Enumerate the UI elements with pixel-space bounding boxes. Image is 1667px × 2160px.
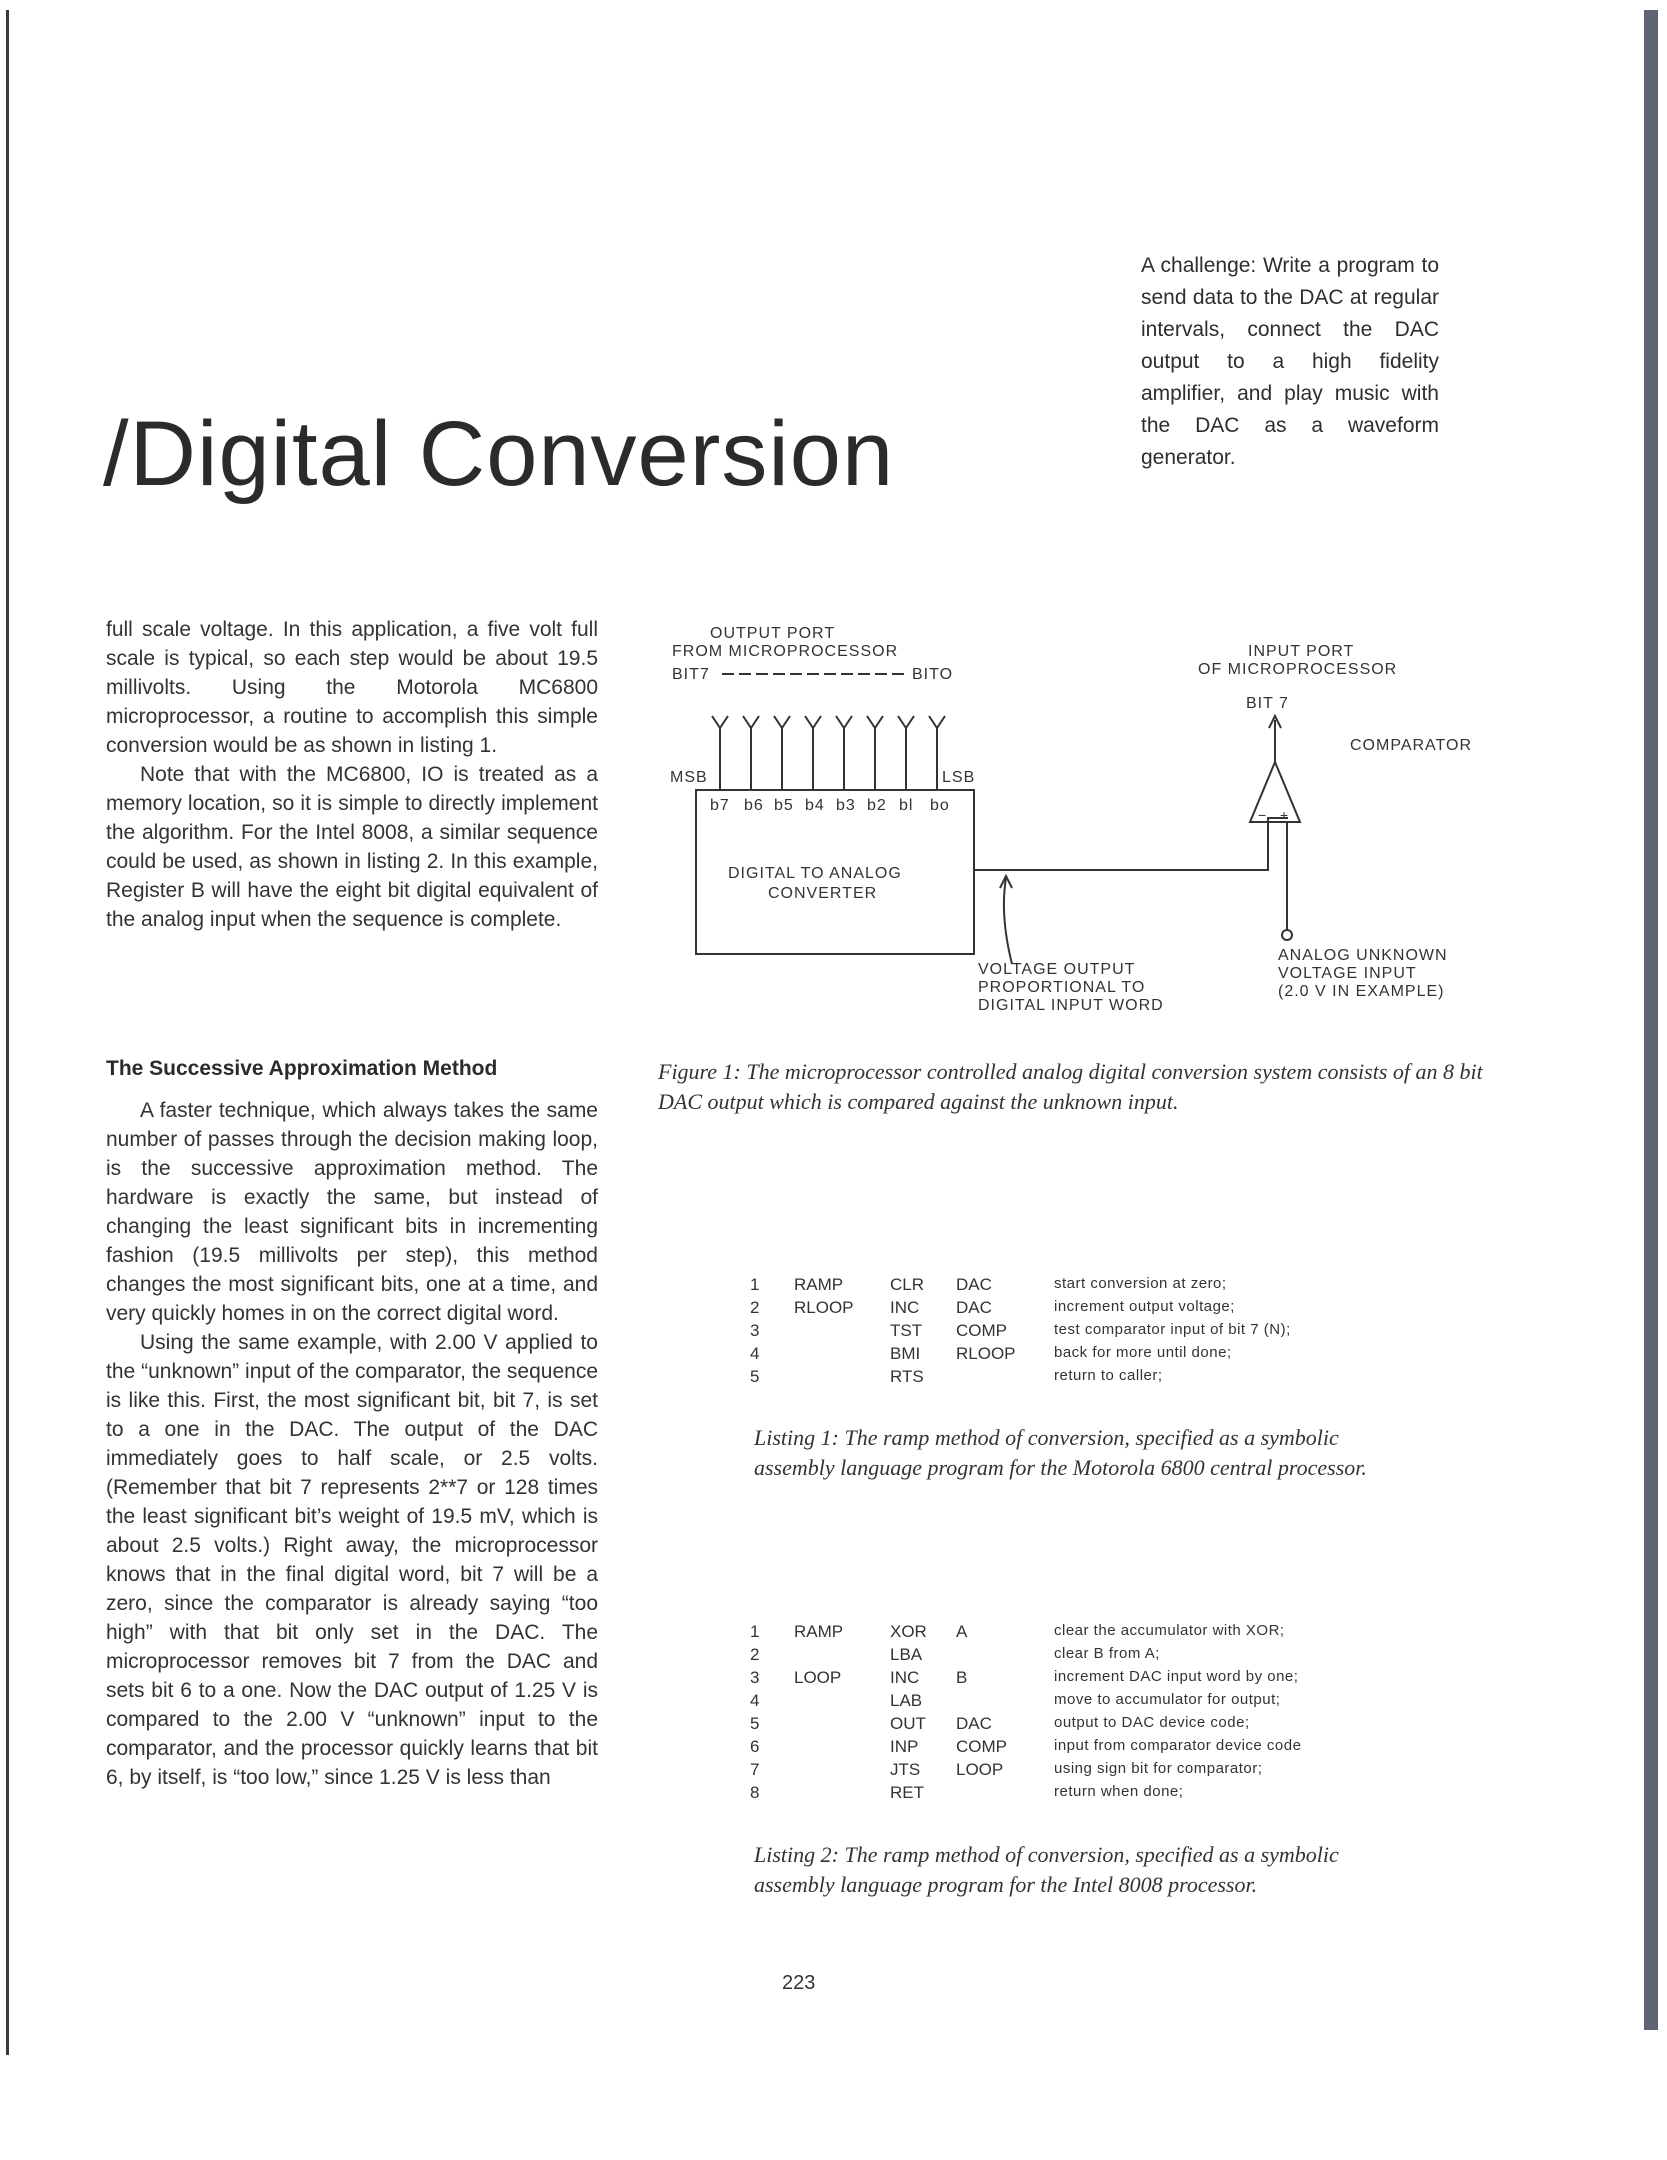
listing-1-caption: Listing 1: The ramp method of conversion, specified as a symbolic assembly language program for the Motorola 6800 central processor. <box>754 1425 1367 1480</box>
line-number: 3 <box>750 1668 760 1687</box>
table-row <box>750 1298 1291 1321</box>
analog-input-terminal <box>1282 930 1292 940</box>
code-comment: clear the accumulator with XOR; <box>1054 1622 1285 1639</box>
code-label <box>794 1737 890 1760</box>
figure-1-caption: Figure 1: The microprocessor controlled analog digital conversion system consists of an 8 bit DAC output which is compared against the unknown input. <box>658 1059 1483 1114</box>
code-label <box>794 1321 890 1344</box>
listing-2-caption: Listing 2: The ramp method of conversion, specified as a symbolic assembly language program for the Intel 8008 processor. <box>754 1842 1339 1897</box>
dac-label-line1: DIGITAL TO ANALOG <box>728 865 902 882</box>
opcode: INP <box>890 1737 919 1756</box>
line-number: 6 <box>750 1737 760 1756</box>
operand: COMP <box>956 1321 1007 1340</box>
code-comment: return when done; <box>1054 1783 1184 1800</box>
line-number: 1 <box>750 1275 760 1294</box>
line-number: 2 <box>750 1298 760 1317</box>
table-row <box>750 1691 1301 1714</box>
input-port-label-line1: INPUT PORT <box>1248 643 1355 660</box>
dac-label-line2: CONVERTER <box>768 885 878 902</box>
comparator-minus-sign: − <box>1258 807 1268 823</box>
code-label <box>794 1691 890 1714</box>
paragraph-intro: full scale voltage. In this application, a five volt full scale is typical, so each step would be about 19.5 millivolts. Using the Motorola MC6800 microprocessor, a routine to accomplish this simple conversion would be as shown in listing 1. <box>106 618 598 757</box>
code-label <box>794 1645 890 1668</box>
line-number: 4 <box>750 1344 760 1363</box>
table-row <box>750 1321 1291 1344</box>
voltage-output-pointer <box>1004 878 1012 964</box>
bit-input-lines <box>712 716 945 790</box>
operand: B <box>956 1668 968 1687</box>
table-row <box>750 1737 1301 1760</box>
operand: COMP <box>956 1737 1007 1756</box>
opcode: CLR <box>890 1275 925 1294</box>
operand: DAC <box>956 1275 992 1294</box>
bit-label-b0: bo <box>930 797 950 814</box>
listing-2-table <box>750 1622 1301 1806</box>
comparator-plus-sign: + <box>1280 807 1290 823</box>
analog-input-line2: VOLTAGE INPUT <box>1278 965 1417 982</box>
left-column-top <box>106 615 598 934</box>
bit-label-b3: b3 <box>836 797 856 814</box>
opcode: INC <box>890 1668 920 1687</box>
opcode: XOR <box>890 1622 927 1641</box>
opcode: INC <box>890 1298 920 1317</box>
sidebar-challenge: A challenge: Write a program to send data to the DAC at regular intervals, connect the DAC output to a high fidelity amplifier, and play music with the DAC as a waveform generator. <box>1141 254 1439 469</box>
operand <box>956 1783 1054 1806</box>
table-row <box>750 1344 1291 1367</box>
opcode: BMI <box>890 1344 921 1363</box>
figure-1-diagram <box>650 612 1510 1032</box>
code-comment: clear B from A; <box>1054 1645 1160 1662</box>
operand <box>956 1645 1054 1668</box>
table-row <box>750 1367 1291 1390</box>
bit-label-b5: b5 <box>774 797 794 814</box>
code-label: RAMP <box>794 1622 844 1641</box>
lsb-label: LSB <box>942 769 976 786</box>
line-number: 1 <box>750 1622 760 1641</box>
table-row <box>750 1645 1301 1668</box>
operand: DAC <box>956 1714 992 1733</box>
line-number: 7 <box>750 1760 760 1779</box>
voltage-output-line3: DIGITAL INPUT WORD <box>978 997 1164 1014</box>
article-title: /Digital Conversion <box>103 402 895 505</box>
opcode: RET <box>890 1783 924 1802</box>
left-column-bottom <box>106 1096 598 1792</box>
bit-label-b7: b7 <box>710 797 730 814</box>
operand: A <box>956 1622 968 1641</box>
table-row <box>750 1714 1301 1737</box>
bit-range-right-label: BITO <box>912 666 954 683</box>
code-comment: input from comparator device code <box>1054 1737 1302 1754</box>
code-label: RAMP <box>794 1275 844 1294</box>
operand: LOOP <box>956 1760 1004 1779</box>
bit-label-b6: b6 <box>744 797 764 814</box>
code-comment: back for more until done; <box>1054 1344 1232 1361</box>
opcode: LBA <box>890 1645 923 1664</box>
code-label: LOOP <box>794 1668 842 1687</box>
output-port-label-line1: OUTPUT PORT <box>710 625 836 642</box>
bit-label-b2: b2 <box>867 797 887 814</box>
voltage-output-line1: VOLTAGE OUTPUT <box>978 961 1136 978</box>
opcode: TST <box>890 1321 923 1340</box>
listing-1-table <box>750 1275 1291 1390</box>
code-comment: return to caller; <box>1054 1367 1163 1384</box>
table-row <box>750 1275 1291 1298</box>
operand: RLOOP <box>956 1344 1016 1363</box>
code-comment: increment DAC input word by one; <box>1054 1668 1299 1685</box>
bit-range-left-label: BIT7 <box>672 666 710 683</box>
code-comment: using sign bit for comparator; <box>1054 1760 1263 1777</box>
code-comment: increment output voltage; <box>1054 1298 1235 1315</box>
code-comment: output to DAC device code; <box>1054 1714 1250 1731</box>
code-label <box>794 1344 890 1367</box>
line-number: 5 <box>750 1714 760 1733</box>
input-port-label-line2: OF MICROPROCESSOR <box>1198 661 1398 678</box>
comparator-label: COMPARATOR <box>1350 737 1473 754</box>
line-number: 8 <box>750 1783 760 1802</box>
code-label: RLOOP <box>794 1298 854 1317</box>
dac-output-wire <box>974 818 1288 870</box>
code-comment: start conversion at zero; <box>1054 1275 1227 1292</box>
paragraph-example: Using the same example, with 2.00 V applied to the “unknown” input of the comparator, the sequence is like this. First, the most significant bit, bit 7, is set to a one in the DAC. The output of the DAC immediately goes to half scale, or 2.5 volts. (Remember that bit 7 represents 2**7 or 128 times the least significant bit’s weight of 19.5 mV, which is about 2.5 volts.) Right away, the microprocessor knows that in the final digital word, bit 7 will be a zero, since the comparator is already saying “too high” with that bit only set in the DAC. The microprocessor removes bit 7 from the DAC and sets bit 6 to a one. Now the DAC output of 1.25 V is compared to the 2.00 V “unknown” input to the comparator, and the processor quickly learns that bit 6, by itself, is “too low,” since 1.25 V is less than <box>106 1331 598 1789</box>
bit-label-b4: b4 <box>805 797 825 814</box>
code-label <box>794 1714 890 1737</box>
section-heading: The Successive Approximation Method <box>106 1057 498 1080</box>
code-comment: move to accumulator for output; <box>1054 1691 1281 1708</box>
paragraph-mc6800: Note that with the MC6800, IO is treated as a memory location, so it is simple to directly implement the algorithm. For the Intel 8008, a similar sequence could be used, as shown in listing 2. In this example, Register B will have the eight bit digital equivalent of the analog input when the sequence is complete. <box>106 763 598 931</box>
opcode: OUT <box>890 1714 926 1733</box>
code-label <box>794 1783 890 1806</box>
analog-input-line3: (2.0 V IN EXAMPLE) <box>1278 983 1445 1000</box>
line-number: 2 <box>750 1645 760 1664</box>
operand: DAC <box>956 1298 992 1317</box>
table-row <box>750 1783 1301 1806</box>
code-label <box>794 1760 890 1783</box>
page-binding-shadow <box>1644 10 1658 2030</box>
analog-input-line1: ANALOG UNKNOWN <box>1278 947 1448 964</box>
code-comment: test comparator input of bit 7 (N); <box>1054 1321 1291 1338</box>
line-number: 5 <box>750 1367 760 1386</box>
paragraph-successive-approximation: A faster technique, which always takes the same number of passes through the decision making loop, is the successive approximation method. The hardware is exactly the same, but instead of changing the least significant bits in incrementing fashion (19.5 millivolts per step), this method changes the most significant bits, one at a time, and very quickly homes in on the correct digital word. <box>106 1099 598 1325</box>
bit-label-b1: bl <box>899 797 914 814</box>
opcode: LAB <box>890 1691 923 1710</box>
msb-label: MSB <box>670 769 708 786</box>
bit7-input-label: BIT 7 <box>1246 695 1289 712</box>
code-label <box>794 1367 890 1390</box>
operand <box>956 1367 1054 1390</box>
page-edge-rule <box>6 10 9 2055</box>
table-row <box>750 1622 1301 1645</box>
line-number: 3 <box>750 1321 760 1340</box>
table-row <box>750 1668 1301 1691</box>
voltage-output-line2: PROPORTIONAL TO <box>978 979 1146 996</box>
output-port-label-line2: FROM MICROPROCESSOR <box>672 643 899 660</box>
table-row <box>750 1760 1301 1783</box>
page-number: 223 <box>782 1972 816 1994</box>
line-number: 4 <box>750 1691 760 1710</box>
opcode: RTS <box>890 1367 924 1386</box>
operand <box>956 1691 1054 1714</box>
opcode: JTS <box>890 1760 921 1779</box>
